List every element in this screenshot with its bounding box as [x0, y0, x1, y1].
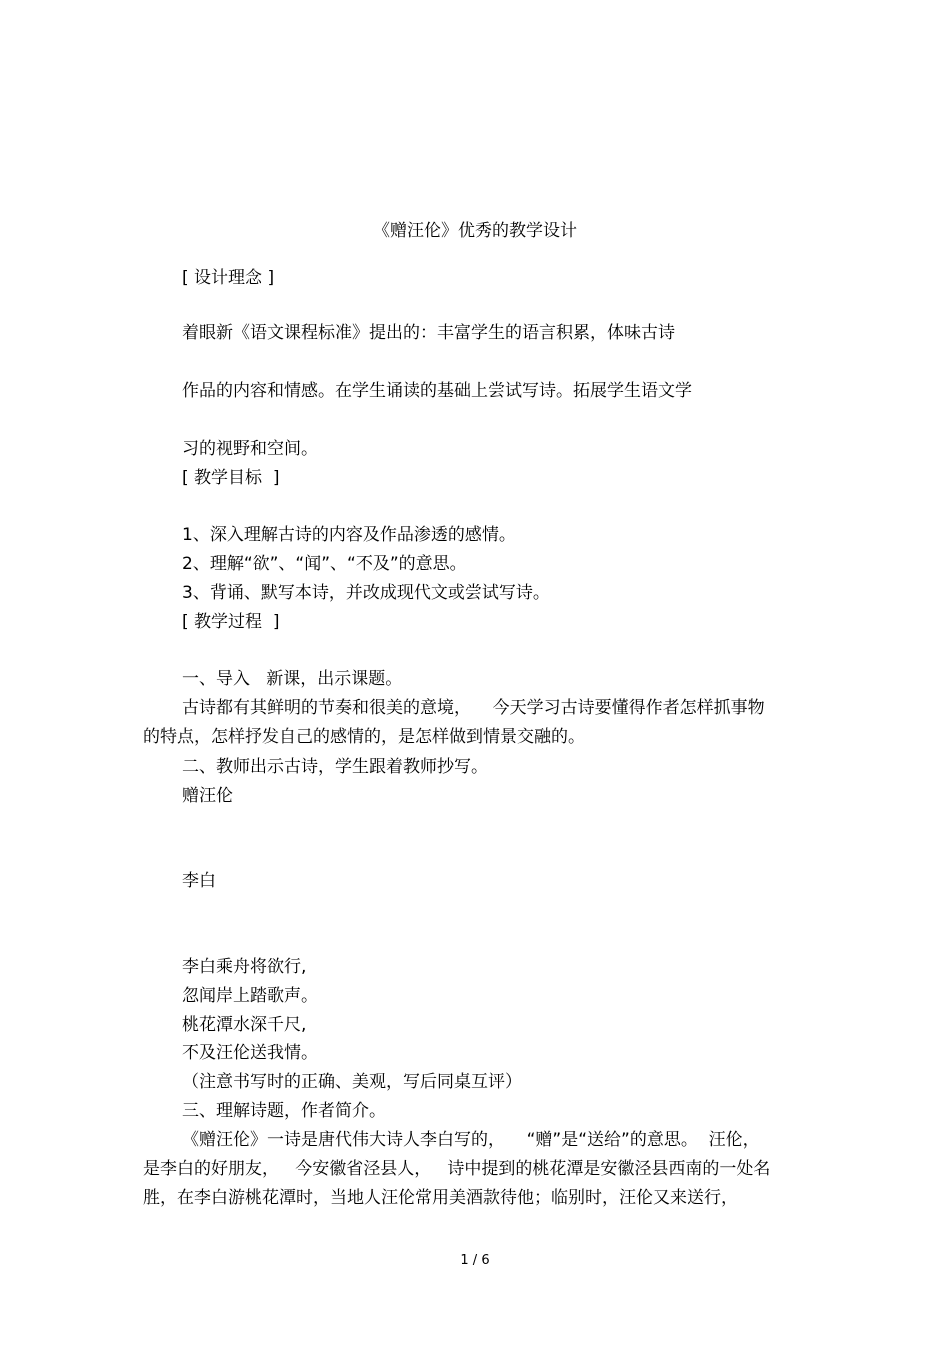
copy-note: （注意书写时的正确、美观，写后同桌互评） — [182, 1072, 522, 1092]
section-heading-design-concept: [ 设计理念 ] — [182, 268, 275, 288]
poem-line: 忽闻岸上踏歌声。 — [182, 986, 318, 1006]
paragraph-line: 习的视野和空间。 — [182, 439, 318, 459]
poem-line: 不及汪伦送我情。 — [182, 1043, 318, 1063]
page-number: 1 / 6 — [460, 1253, 490, 1268]
paragraph-line: 的特点，怎样抒发自己的感情的，是怎样做到情景交融的。 — [143, 727, 585, 747]
paragraph-line: 作品的内容和情感。在学生诵读的基础上尝试写诗。拓展学生语文学 — [182, 381, 692, 401]
section-heading-goals: [ 教学目标 ] — [182, 468, 280, 488]
poem-title: 赠汪伦 — [182, 786, 233, 806]
step-heading: 三、理解诗题，作者简介。 — [182, 1101, 386, 1121]
goal-item: 3、背诵、默写本诗，并改成现代文或尝试写诗。 — [182, 583, 550, 603]
goal-item: 2、理解“欲”、“闻”、“不及”的意思。 — [182, 554, 467, 574]
section-heading-process: [ 教学过程 ] — [182, 612, 280, 632]
paragraph-line: 胜，在李白游桃花潭时，当地人汪伦常用美酒款待他；临别时，汪伦又来送行， — [143, 1188, 738, 1208]
goal-item: 1、深入理解古诗的内容及作品渗透的感情。 — [182, 525, 516, 545]
paragraph-line: 古诗都有其鲜明的节奏和很美的意境， 今天学习古诗要懂得作者怎样抓事物 — [182, 698, 765, 718]
step-heading: 二、教师出示古诗，学生跟着教师抄写。 — [182, 757, 488, 777]
step-heading: 一、导入 新课，出示课题。 — [182, 669, 403, 689]
poem-line: 李白乘舟将欲行, — [182, 957, 307, 977]
paragraph-line: 着眼新《语文课程标准》提出的：丰富学生的语言积累，体味古诗 — [182, 323, 675, 343]
poem-line: 桃花潭水深千尺, — [182, 1015, 307, 1035]
paragraph-line: 是李白的好朋友， 今安徽省泾县人， 诗中提到的桃花潭是安徽泾县西南的一处名 — [143, 1159, 771, 1179]
document-title: 《赠汪伦》优秀的教学设计 — [373, 221, 577, 241]
poem-author: 李白 — [182, 871, 216, 891]
paragraph-line: 《赠汪伦》一诗是唐代伟大诗人李白写的， “赠”是“送给”的意思。 汪伦， — [182, 1130, 760, 1150]
